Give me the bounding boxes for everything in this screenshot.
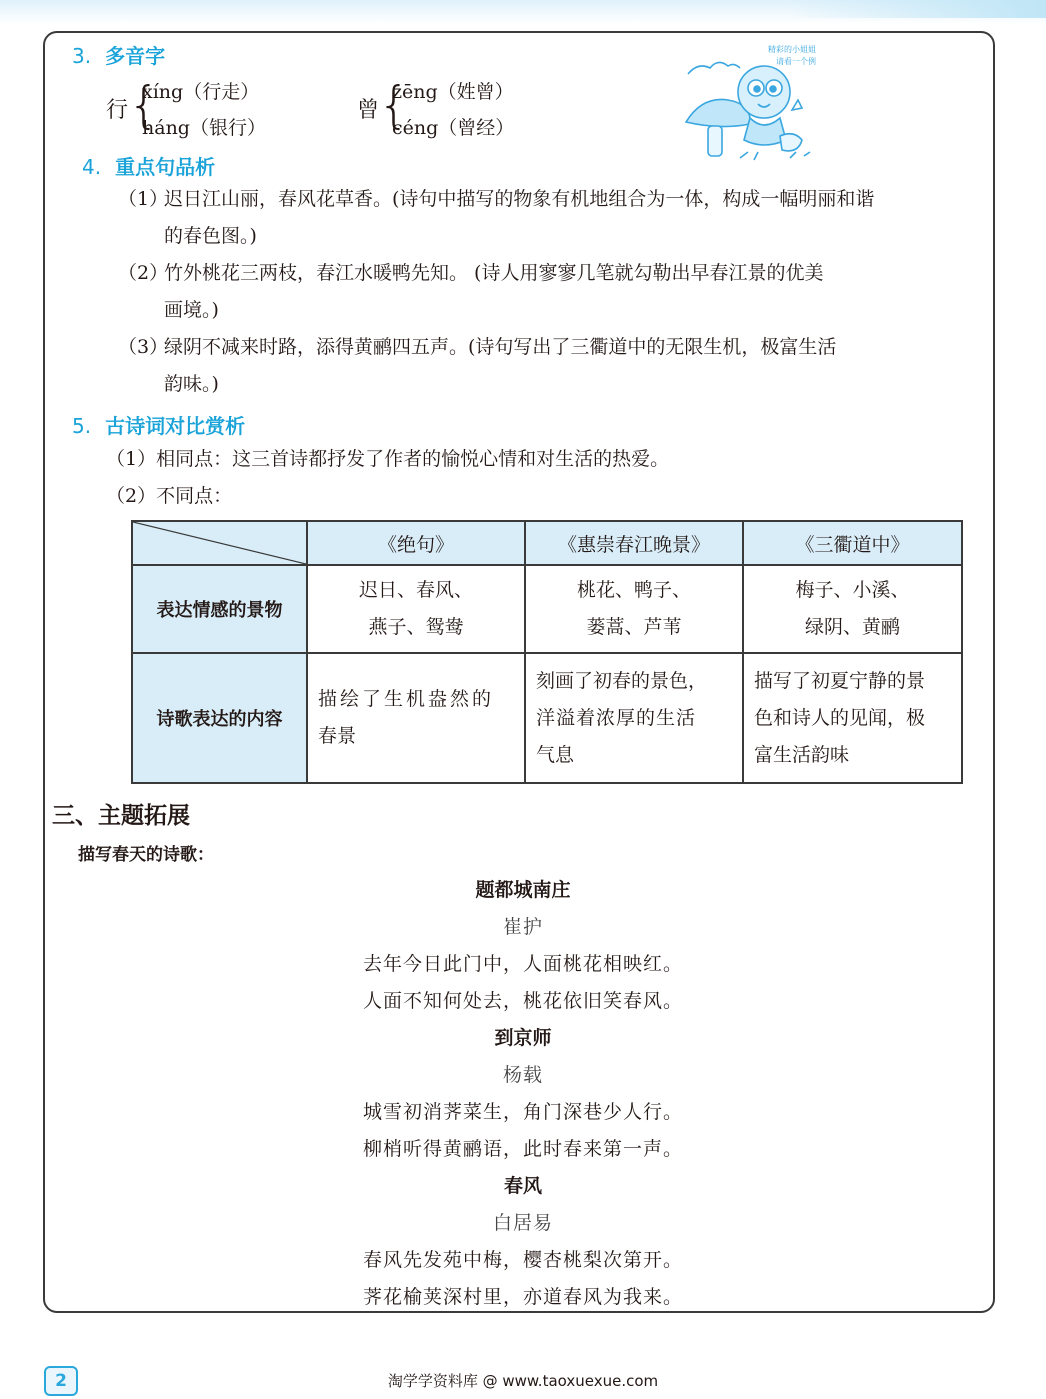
key-sentence-3-label: （3） <box>118 336 169 358</box>
corner-diagonal-line <box>133 522 306 564</box>
table-row <box>132 565 962 653</box>
table-cell-line: 色和诗人的见闻，极 <box>754 706 926 729</box>
poem-2-line-1: 城雪初消荠菜生，角门深巷少人行。 <box>362 1101 683 1123</box>
key-sentence-1-label: （1） <box>118 188 169 210</box>
section-3-heading <box>72 40 165 69</box>
polyphone-char-2: 曾 <box>357 98 380 123</box>
key-sentence-2-label: （2） <box>118 262 169 284</box>
table-header-sanqu: 《三衢道中》 <box>743 521 962 565</box>
key-sentence-2-line2: 画境。) <box>164 299 219 321</box>
polyphone-char-1: 行 <box>106 98 129 123</box>
poem-1-line-2: 人面不知何处去，桃花依旧笑春风。 <box>362 990 683 1012</box>
poem-2-author: 杨载 <box>502 1064 543 1086</box>
table-cell <box>743 653 962 783</box>
section-3-number: 3. <box>72 44 92 68</box>
comparison-table <box>131 520 963 784</box>
table-cell <box>525 653 743 783</box>
table-cell-line: 富生活韵味 <box>754 743 850 766</box>
table-cell-line: 春景 <box>318 725 357 747</box>
brace-2: { <box>378 76 410 134</box>
table-cell-line: 描绘了生机盎然的 <box>318 688 495 710</box>
comparison-diff-points: （2）不同点： <box>106 485 233 507</box>
key-sentence-1-line1: 迟日江山丽，春风花草香。(诗句中描写的物象有机地组合为一体，构成一幅明丽和谐 <box>164 188 875 210</box>
polyphone-1-reading-1: xíng（行走） <box>142 81 260 103</box>
polyphone-2-reading-2: céng（曾经） <box>392 117 515 139</box>
section-4-number: 4. <box>82 155 102 179</box>
table-cell-line: 梅子、小溪、 <box>795 579 910 601</box>
key-sentence-1 <box>118 181 986 255</box>
poem-3-line-1: 春风先发苑中梅，樱杏桃梨次第开。 <box>362 1249 683 1271</box>
table-cell-line: 迟日、春风、 <box>358 579 473 601</box>
table-cell-line: 燕子、鸳鸯 <box>368 616 464 638</box>
table-row-head-scenery: 表达情感的景物 <box>132 565 307 653</box>
part-3-subtitle: 描写春天的诗歌： <box>78 845 214 865</box>
cartoon-mushroom-character-icon <box>680 40 820 165</box>
polyphone-1-reading-2: háng（银行） <box>142 117 266 139</box>
table-cell <box>307 565 525 653</box>
table-row <box>132 653 962 783</box>
polyphone-2-reading-1: zēng（姓曾） <box>392 81 514 103</box>
table-header-jueju: 《绝句》 <box>307 521 525 565</box>
key-sentence-3-line2: 韵味。) <box>164 373 219 395</box>
comparison-same-points: （1）相同点：这三首诗都抒发了作者的愉悦心情和对生活的热爱。 <box>106 448 670 470</box>
poem-3-author: 白居易 <box>492 1212 553 1234</box>
section-5-number: 5. <box>72 414 92 438</box>
section-4-title: 重点句品析 <box>115 155 216 179</box>
section-4-heading <box>82 151 215 180</box>
top-decor-band <box>0 0 1046 24</box>
key-sentence-1-line2: 的春色图。) <box>164 225 257 247</box>
table-corner-cell <box>132 521 307 565</box>
section-5-title: 古诗词对比赏析 <box>105 414 246 438</box>
brace-1: { <box>128 76 160 134</box>
table-cell-line: 绿阴、黄鹂 <box>804 616 900 638</box>
poem-1-author: 崔护 <box>502 916 543 938</box>
poem-1-line-1: 去年今日此门中，人面桃花相映红。 <box>362 953 683 975</box>
table-cell-line: 桃花、鸭子、 <box>576 579 691 601</box>
page-number: 2 <box>44 1366 78 1396</box>
table-cell-line: 刻画了初春的景色， <box>536 669 708 692</box>
table-cell-line: 蒌蒿、芦苇 <box>586 616 682 638</box>
table-cell <box>525 565 743 653</box>
part-3-title: 三、主题拓展 <box>52 803 190 829</box>
table-header-row <box>132 521 962 565</box>
table-cell-line: 描写了初夏宁静的景 <box>754 669 926 692</box>
poem-2-line-2: 柳梢听得黄鹂语，此时春来第一声。 <box>362 1138 683 1160</box>
table-row-head-content: 诗歌表达的内容 <box>132 653 307 783</box>
section-5-heading <box>72 410 245 439</box>
table-header-huichong: 《惠崇春江晚景》 <box>525 521 743 565</box>
table-cell-line: 气息 <box>536 743 575 766</box>
illustration-caption-1: 精彩的小姐姐 <box>768 45 816 54</box>
table-cell <box>743 565 962 653</box>
illustration-caption-2: 请看一个例 <box>776 57 816 66</box>
poem-3-line-2: 荠花榆荚深村里，亦道春风为我来。 <box>362 1286 683 1308</box>
key-sentence-2 <box>118 255 986 329</box>
footer-watermark: 淘学学资料库 @ www.taoxuexue.com <box>387 1372 659 1390</box>
key-sentence-3-line1: 绿阴不减来时路，添得黄鹂四五声。(诗句写出了三衢道中的无限生机，极富生活 <box>164 336 837 358</box>
table-cell-line: 洋溢着浓厚的生活 <box>536 706 697 729</box>
poem-3-title: 春风 <box>503 1175 542 1197</box>
poem-2-title: 到京师 <box>494 1027 552 1049</box>
table-cell <box>307 653 525 783</box>
key-sentence-2-line1: 竹外桃花三两枝，春江水暖鸭先知。 (诗人用寥寥几笔就勾勒出早春江景的优美 <box>164 262 824 284</box>
poem-1-title: 题都城南庄 <box>475 879 571 901</box>
key-sentence-3 <box>118 329 986 403</box>
section-3-title: 多音字 <box>105 44 166 68</box>
